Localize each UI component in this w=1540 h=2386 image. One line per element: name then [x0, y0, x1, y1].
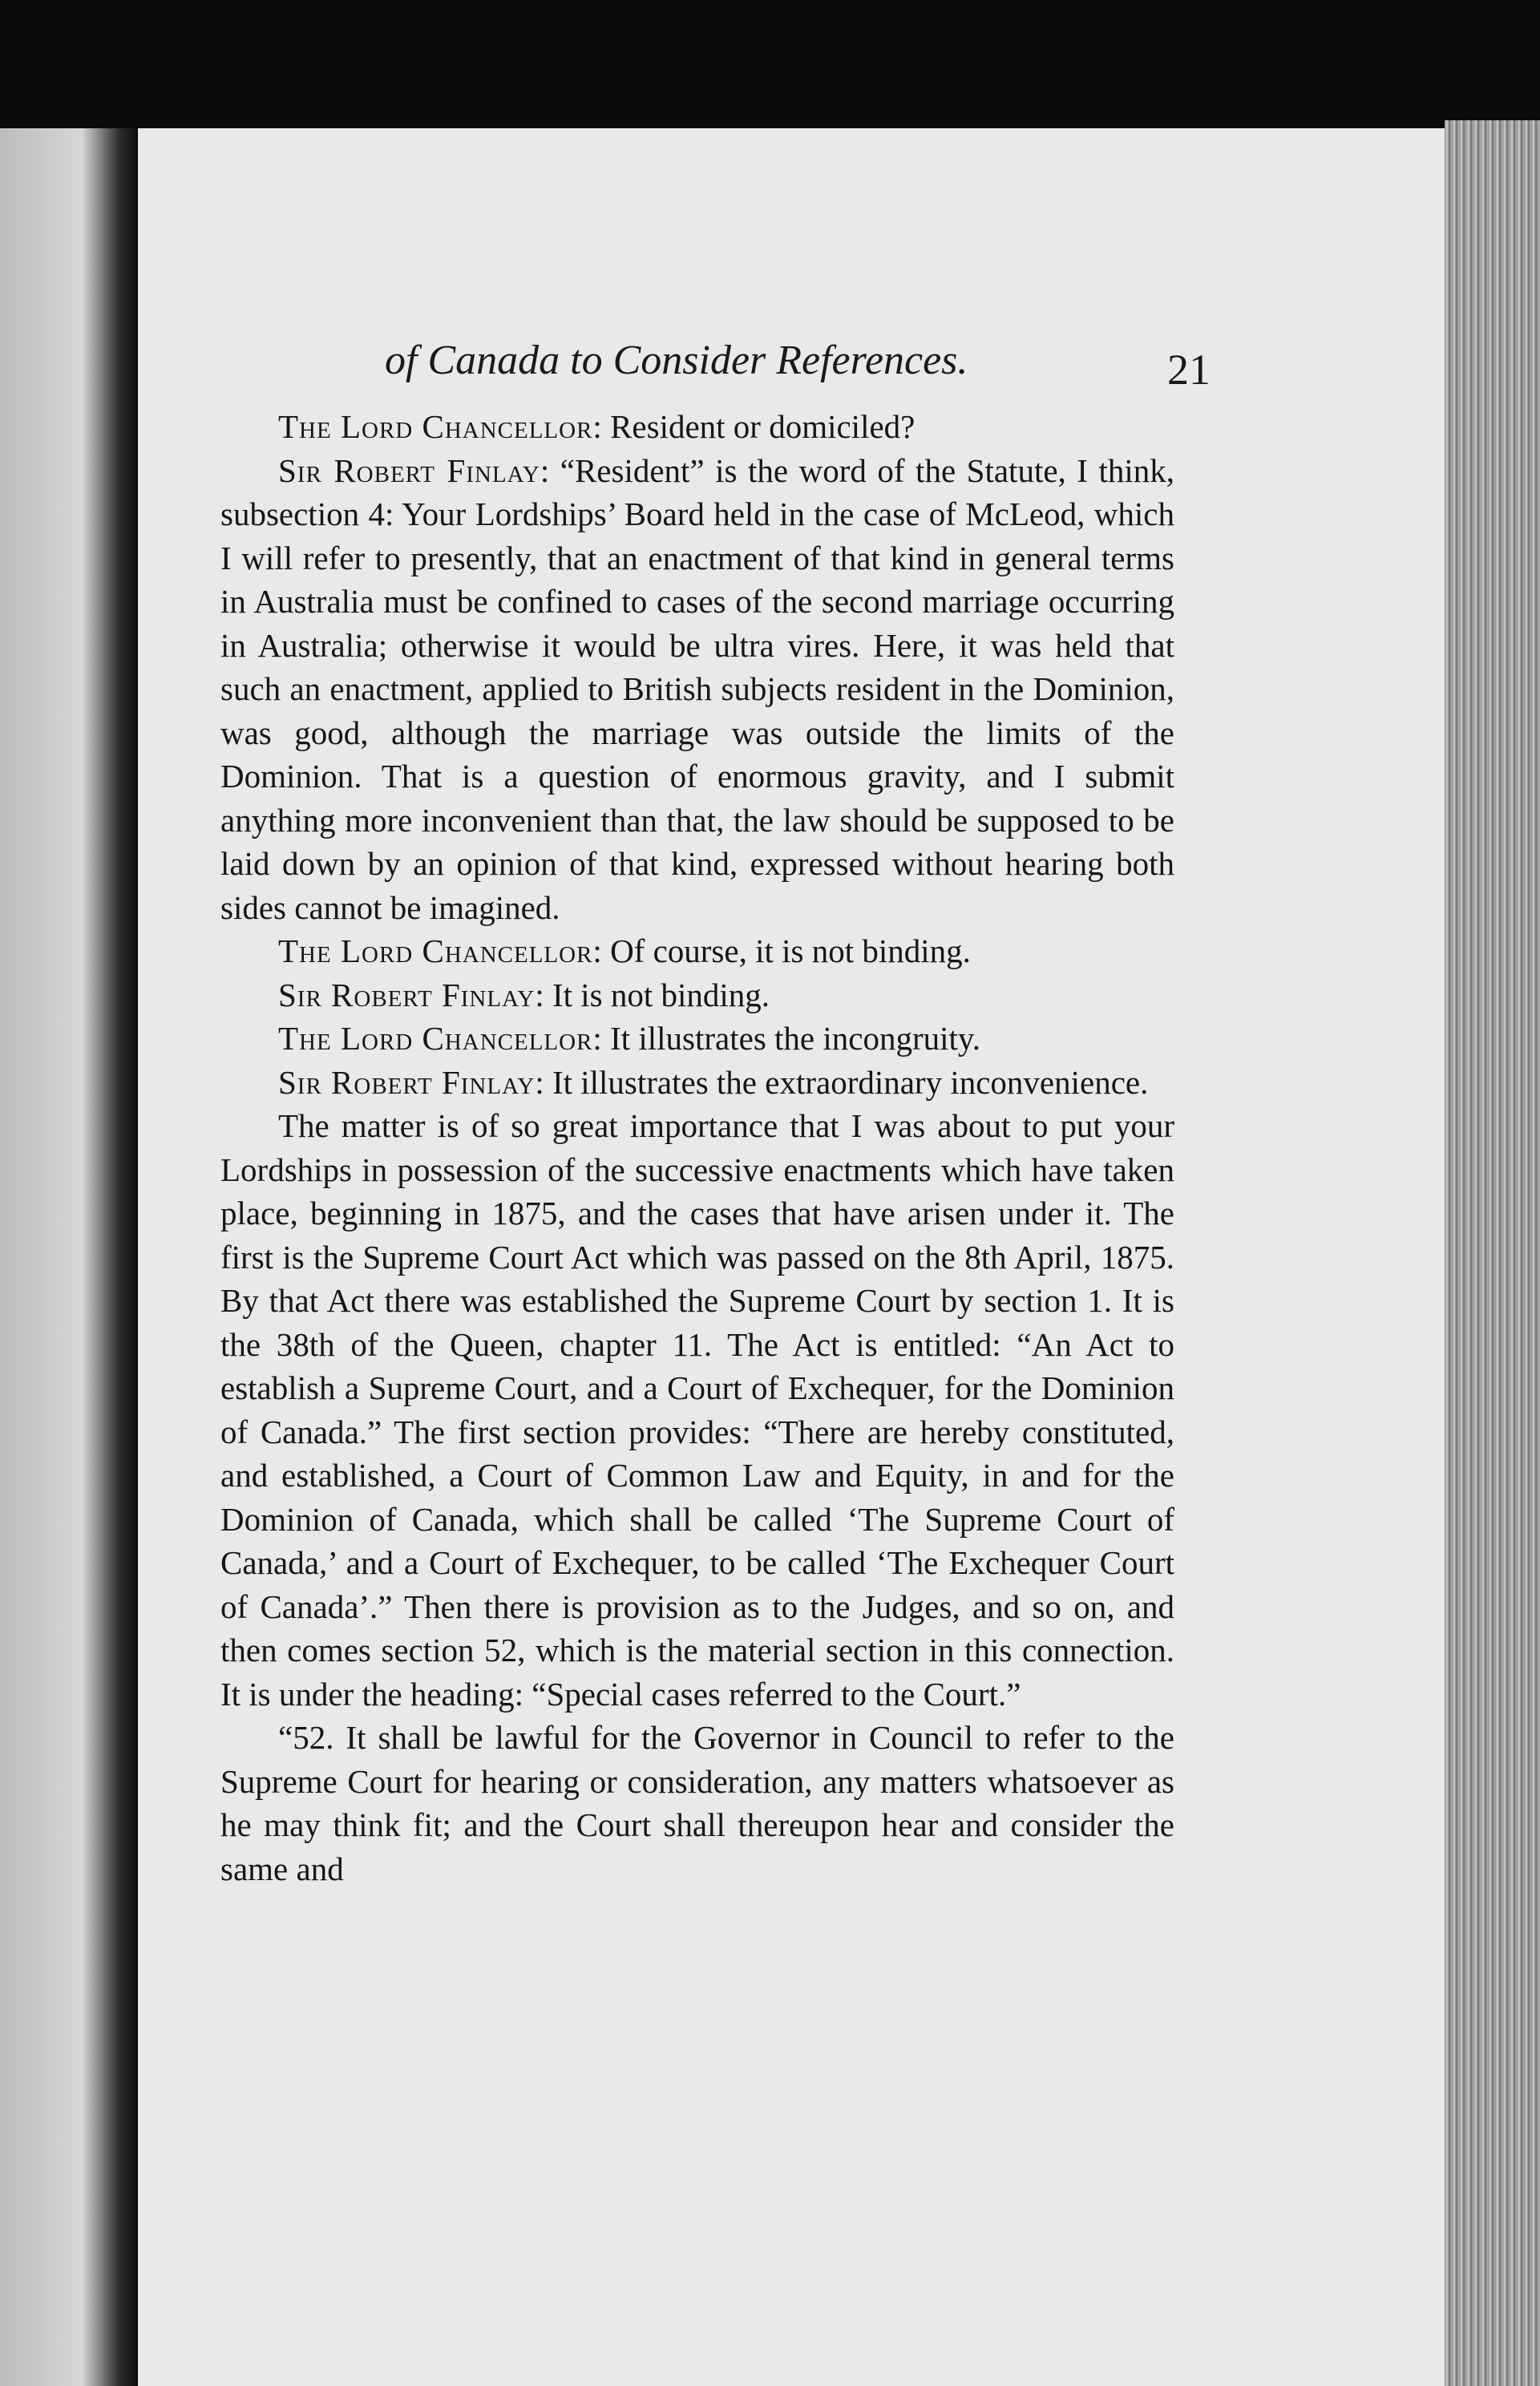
paragraph — [220, 1017, 1174, 1061]
body-text — [220, 405, 1174, 2121]
speaker-name: The Lord Chancellor — [278, 408, 593, 445]
paragraph-text: : It illustrates the incongruity. — [592, 1020, 980, 1057]
paragraph-text: “52. It shall be lawful for the Governor in Council to refer to the Supreme Court for hearing or consideration, any matters whatsoever as he may think fit; and the Court shall thereupon hear and consider the same and — [220, 1719, 1174, 1887]
paragraph-text: : It illustrates the extraordinary inconvenience. — [535, 1063, 1149, 1101]
paragraph — [220, 1716, 1174, 1891]
paragraph — [220, 405, 1174, 449]
running-head: of Canada to Consider References. — [385, 338, 968, 383]
page-number: 21 — [1167, 346, 1211, 394]
paragraph — [220, 929, 1174, 973]
paragraph-text: The matter is of so great importance that I was about to put your Lordships in possession of the successive enactments which have taken place, beginning in 1875, and the cases that have arisen under it. The first is the Supreme Court Act which was passed on the 8th April, 1875. By that Act there was established the Supreme Court by section 1. It is the 38th of the Queen, chapter 11. The Act is entitled: “An Act to establish a Supreme Court, and a Court of Exchequer, for the Dominion of Canada.” The first section provides: “There are hereby constituted, and established, a Court of Common Law and Equity, in and for the Dominion of Canada, which shall be called ‘The Supreme Court of Canada,’ and a Court of Exchequer, to be called ‘The Exchequer Court of Canada’.” Then there is provision as to the Judges, and so on, and then comes section 52, which is the material section in this connection. It is under the heading: “Special cases referred to the Court.” — [220, 1107, 1174, 1713]
facing-page-edge — [0, 128, 136, 2386]
paragraph-text: : “Resident” is the word of the Statute, I think, subsection 4: Your Lordships’ Board held in the case of McLeod, which I will refer to presently, that an enactment of that kind in general terms in Australia must be confined to cases of the second marriage occurring in Australia; otherwise it would be ultra vires. Here, it was held that such an enactment, applied to British subjects resident in the Dominion, was good, although the marriage was outside the limits of the Dominion. That is a question of enormous gravity, and I submit anything more inconvenient than that, the law should be supposed to be laid down by an opinion of that kind, expressed without hearing both sides cannot be imagined. — [220, 451, 1174, 926]
speaker-name: Sir Robert Finlay — [278, 451, 540, 489]
paragraph — [220, 1061, 1174, 1105]
paragraph-text: : It is not binding. — [535, 976, 770, 1013]
speaker-name: Sir Robert Finlay — [278, 976, 536, 1013]
paragraph — [220, 1104, 1174, 1716]
page-stack-edge — [1445, 120, 1540, 2386]
paragraph-text: : Resident or domiciled? — [592, 408, 916, 445]
paragraph-text: : Of course, it is not binding. — [592, 932, 971, 969]
paragraph — [220, 973, 1174, 1017]
speaker-name: Sir Robert Finlay — [278, 1063, 536, 1101]
paragraph — [220, 449, 1174, 930]
speaker-name: The Lord Chancellor — [278, 1020, 593, 1057]
speaker-name: The Lord Chancellor — [278, 932, 593, 969]
